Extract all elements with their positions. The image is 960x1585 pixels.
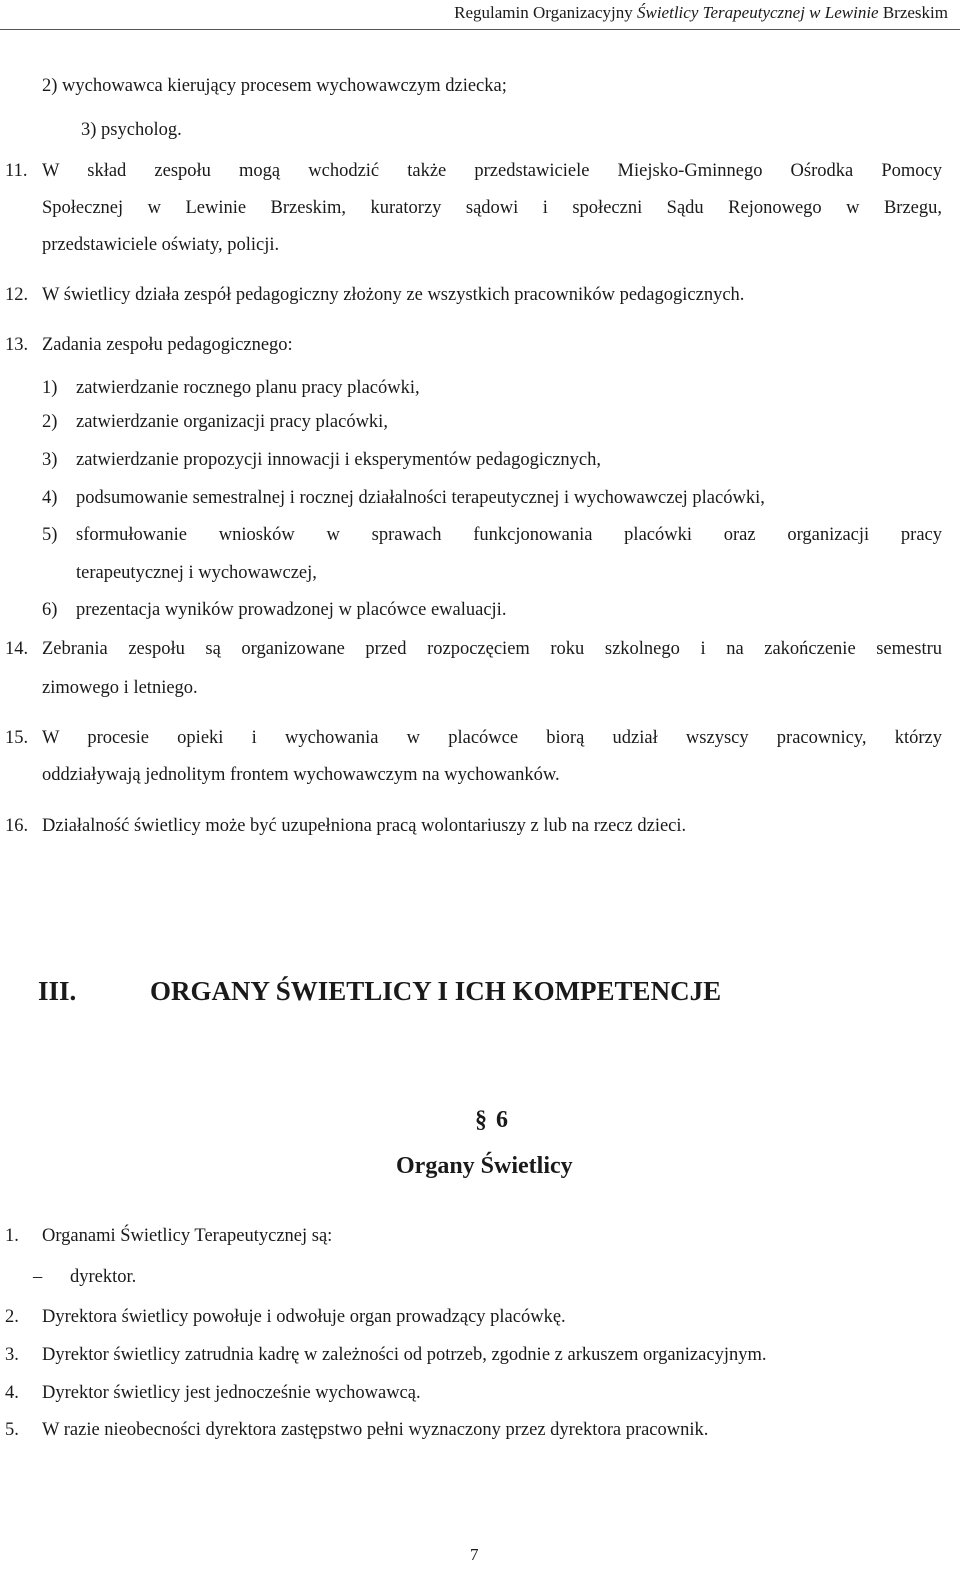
section-title: Organy Świetlicy bbox=[396, 1153, 573, 1179]
running-header bbox=[454, 3, 948, 23]
list-item: zatwierdzanie organizacji pracy placówki, bbox=[76, 412, 388, 432]
list-item-number: 1) bbox=[42, 378, 58, 398]
list-item: W razie nieobecności dyrektora zastępstwo pełni wyznaczony przez dyrektora pracownik. bbox=[42, 1420, 709, 1440]
list-item: zatwierdzanie rocznego planu pracy placówki, bbox=[76, 378, 420, 398]
paragraph-text: Zadania zespołu pedagogicznego: bbox=[42, 335, 293, 355]
header-title-italic: Świetlicy Terapeutycznej w Lewinie bbox=[637, 3, 879, 22]
header-title-tail: Brzeskim bbox=[878, 3, 948, 22]
list-item-number: 3) bbox=[42, 450, 58, 470]
list-item: zatwierdzanie propozycji innowacji i eksperymentów pedagogicznych, bbox=[76, 450, 601, 470]
paragraph-number: 11. bbox=[5, 161, 28, 181]
chapter-number: III. bbox=[38, 976, 77, 1006]
list-item-number: 2. bbox=[5, 1307, 19, 1327]
list-item: sformułowanie wniosków w sprawach funkcjonowania placówki oraz organizacji pracy bbox=[76, 525, 942, 545]
section-number: 6 bbox=[496, 1107, 508, 1133]
list-item: 2) wychowawca kierujący procesem wychowawczym dziecka; bbox=[42, 76, 507, 96]
list-item-number: 2) bbox=[42, 412, 58, 432]
list-item: Dyrektor świetlicy zatrudnia kadrę w zależności od potrzeb, zgodnie z arkuszem organizacyjnym. bbox=[42, 1345, 767, 1365]
paragraph-text: W skład zespołu mogą wchodzić także przedstawiciele Miejsko-Gminnego Ośrodka Pomocy bbox=[42, 161, 942, 181]
list-item: Organami Świetlicy Terapeutycznej są: bbox=[42, 1226, 333, 1246]
list-item: dyrektor. bbox=[70, 1267, 137, 1287]
list-item-number: 1. bbox=[5, 1226, 19, 1246]
list-item-number: 3. bbox=[5, 1345, 19, 1365]
list-item-number: 4) bbox=[42, 488, 58, 508]
header-title-plain: Regulamin Organizacyjny bbox=[454, 3, 637, 22]
paragraph-text: Działalność świetlicy może być uzupełniona pracą wolontariuszy z lub na rzecz dzieci. bbox=[42, 816, 687, 836]
chapter-title: ORGANY ŚWIETLICY I ICH KOMPETENCJE bbox=[150, 976, 722, 1006]
paragraph-text: W świetlicy działa zespół pedagogiczny złożony ze wszystkich pracowników pedagogicznych. bbox=[42, 285, 745, 305]
list-item-number: 6) bbox=[42, 600, 58, 620]
list-item: Dyrektora świetlicy powołuje i odwołuje organ prowadzący placówkę. bbox=[42, 1307, 566, 1327]
paragraph-text: Społecznej w Lewinie Brzeskim, kuratorzy sądowi i społeczni Sądu Rejonowego w Brzegu, bbox=[42, 198, 942, 218]
list-item-number: 5. bbox=[5, 1420, 19, 1440]
list-item: prezentacja wyników prowadzonej w placówce ewaluacji. bbox=[76, 600, 507, 620]
header-rule bbox=[0, 29, 960, 30]
page-number: 7 bbox=[470, 1545, 479, 1564]
paragraph-text: Zebrania zespołu są organizowane przed rozpoczęciem roku szkolnego i na zakończenie semestru bbox=[42, 639, 942, 659]
paragraph-number: 16. bbox=[5, 816, 29, 836]
dash-bullet: – bbox=[33, 1267, 43, 1287]
paragraph-number: 12. bbox=[5, 285, 29, 305]
list-item: 3) psycholog. bbox=[81, 120, 182, 140]
paragraph-text: oddziaływają jednolitym frontem wychowawczym na wychowanków. bbox=[42, 765, 560, 785]
list-item-number: 4. bbox=[5, 1383, 19, 1403]
list-item-number: 5) bbox=[42, 525, 58, 545]
paragraph-number: 14. bbox=[5, 639, 29, 659]
list-item-continuation: terapeutycznej i wychowawczej, bbox=[76, 563, 317, 583]
section-symbol: § bbox=[475, 1107, 487, 1133]
list-item: Dyrektor świetlicy jest jednocześnie wychowawcą. bbox=[42, 1383, 421, 1403]
list-item: podsumowanie semestralnej i rocznej działalności terapeutycznej i wychowawczej placówki, bbox=[76, 488, 765, 508]
paragraph-text: W procesie opieki i wychowania w placówce biorą udział wszyscy pracownicy, którzy bbox=[42, 728, 942, 748]
paragraph-text: przedstawiciele oświaty, policji. bbox=[42, 235, 280, 255]
paragraph-number: 13. bbox=[5, 335, 29, 355]
paragraph-text: zimowego i letniego. bbox=[42, 678, 198, 698]
paragraph-number: 15. bbox=[5, 728, 29, 748]
